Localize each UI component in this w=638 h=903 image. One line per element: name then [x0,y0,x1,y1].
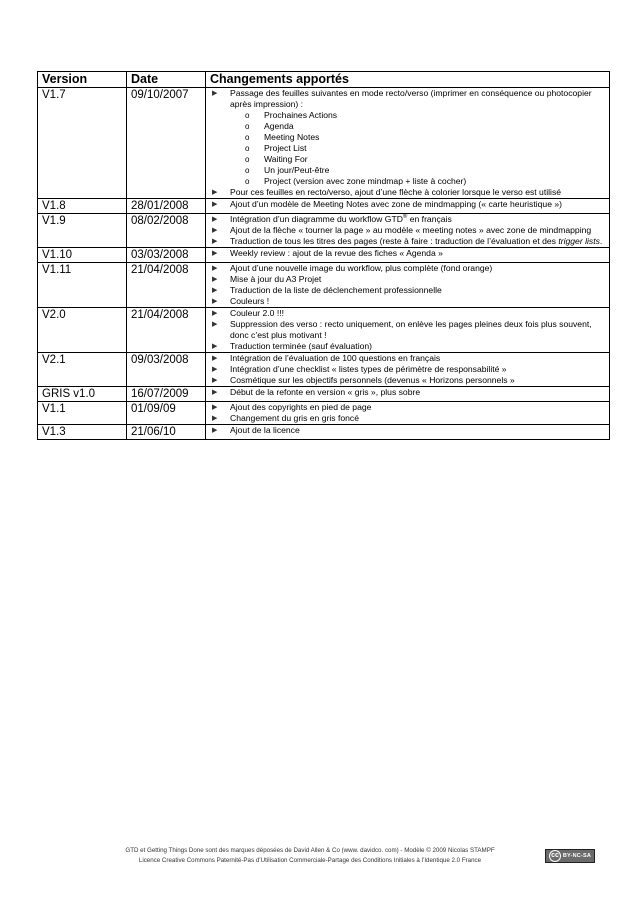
list-item [210,375,609,386]
arrowhead-right-icon: ▶ [212,366,218,373]
changes-list [210,214,609,247]
list-item [210,88,609,187]
changes-list [210,425,609,436]
list-item [210,248,609,259]
registered-mark: ® [402,214,408,221]
changes-cell [206,402,610,425]
changes-cell [206,248,610,263]
version-cell: V1.3 [38,425,127,440]
list-item [210,425,609,436]
sub-list-item [230,132,609,143]
list-item [210,199,609,210]
version-cell: V2.1 [38,353,127,387]
change-text: Traduction de tous les titres des pages (reste à faire : traduction de l’évaluation et des [230,236,559,246]
date-cell: 21/04/2008 [127,308,206,353]
sub-item-text: Meeting Notes [264,132,320,142]
changes-cell [206,308,610,353]
sub-item-text: Project List [264,143,307,153]
version-cell: V1.8 [38,199,127,214]
changes-list [210,199,609,210]
change-text: Pour ces feuilles en recto/verso, ajout d’une flèche à colorier lorsque le verso est utilisé [230,187,562,197]
date-cell: 28/01/2008 [127,199,206,214]
date-cell: 08/02/2008 [127,214,206,248]
arrowhead-right-icon: ▶ [212,310,218,317]
change-text: Ajout des copyrights en pied de page [230,402,372,412]
version-cell: V2.0 [38,308,127,353]
change-text: Ajout d’une nouvelle image du workflow, plus complète (fond orange) [230,263,493,273]
change-text: Traduction terminée (sauf évaluation) [230,341,373,351]
sub-list-item [230,154,609,165]
header-version: Version [38,72,127,88]
changes-list [210,402,609,424]
sub-list-item [230,176,609,187]
table-row [38,425,610,440]
table-row [38,263,610,308]
footer-copyright: GTD et Getting Things Done sont des marques déposées de David Allen & Co (www. davidco. com) - Modèle © 2009 Nicolas STAMPF [125,847,495,854]
changes-list [210,88,609,198]
page-footer [100,846,520,866]
arrowhead-right-icon: ▶ [212,287,218,294]
circle-outline-icon: o [245,155,250,164]
circle-outline-icon: o [245,122,250,131]
arrowhead-right-icon: ▶ [212,227,218,234]
circle-outline-icon: o [245,144,250,153]
change-text: Suppression des verso : recto uniquement, on enlève les pages pleines deux fois plus souvent, donc c’est plus motivant ! [230,319,592,340]
change-text: en français [407,214,452,224]
date-cell: 21/04/2008 [127,263,206,308]
sub-list-item [230,143,609,154]
change-text: Ajout de la flèche « tourner la page » au modèle « meeting notes » avec zone de mindmapping [230,225,592,235]
list-item [210,187,609,198]
header-date: Date [127,72,206,88]
creative-commons-badge [545,849,595,863]
list-item [210,387,609,398]
arrowhead-right-icon: ▶ [212,415,218,422]
date-cell: 21/06/10 [127,425,206,440]
sub-item-text: Un jour/Peut-être [264,165,330,175]
changes-cell [206,88,610,199]
changes-list [210,387,609,398]
arrowhead-right-icon: ▶ [212,189,218,196]
table-row [38,308,610,353]
version-cell: V1.10 [38,248,127,263]
sub-item-text: Prochaines Actions [264,110,338,120]
arrowhead-right-icon: ▶ [212,238,218,245]
version-cell: V1.11 [38,263,127,308]
changes-cell [206,425,610,440]
changelog-body [38,88,610,440]
header-changes: Changements apportés [206,72,610,88]
changes-list [210,308,609,352]
sub-item-text: Waiting For [264,154,308,164]
changes-cell [206,199,610,214]
change-text: Cosmétique sur les objectifs personnels (devenus « Horizons personnels » [230,375,515,385]
list-item [210,364,609,375]
list-item [210,402,609,413]
circle-outline-icon: o [245,177,250,186]
arrowhead-right-icon: ▶ [212,265,218,272]
version-cell: V1.7 [38,88,127,199]
changes-list [210,353,609,386]
list-item [210,236,609,247]
version-cell: GRIS v1.0 [38,387,127,402]
list-item [210,285,609,296]
table-row [38,88,610,199]
change-text: Weekly review : ajout de la revue des fiches « Agenda » [230,248,443,258]
list-item [210,274,609,285]
change-text: Début de la refonte en version « gris », plus sobre [230,387,421,397]
arrowhead-right-icon: ▶ [212,427,218,434]
change-text: . [599,236,603,246]
arrowhead-right-icon: ▶ [212,355,218,362]
arrowhead-right-icon: ▶ [212,404,218,411]
table-row [38,248,610,263]
list-item [210,341,609,352]
changes-cell [206,263,610,308]
table-row [38,402,610,425]
sub-item-text: Project (version avec zone mindmap + liste à cocher) [264,176,467,186]
change-text: Mise à jour du A3 Projet [230,274,322,284]
circle-outline-icon: o [245,166,250,175]
change-text: Changement du gris en gris foncé [230,413,359,423]
circle-outline-icon: o [245,111,250,120]
arrowhead-right-icon: ▶ [212,90,218,97]
change-text-italic: trigger lists [558,236,600,246]
arrowhead-right-icon: ▶ [212,298,218,305]
changes-cell [206,214,610,248]
changelog-table [37,71,610,440]
arrowhead-right-icon: ▶ [212,276,218,283]
change-text: Ajout de la licence [230,425,300,435]
list-item [210,319,609,341]
list-item [210,413,609,424]
list-item [210,263,609,274]
change-text: Couleur 2.0 !!! [230,308,284,318]
list-item [210,225,609,236]
change-text: Couleurs ! [230,296,270,306]
cc-terms: BY-NC-SA [562,853,591,859]
sub-item-text: Agenda [264,121,294,131]
version-cell: V1.9 [38,214,127,248]
arrowhead-right-icon: ▶ [212,389,218,396]
arrowhead-right-icon: ▶ [212,250,218,257]
list-item [210,353,609,364]
date-cell: 01/09/09 [127,402,206,425]
version-cell: V1.1 [38,402,127,425]
change-text: Intégration de l’évaluation de 100 questions en français [230,353,441,363]
sub-list [230,110,609,187]
footer-license: Licence Creative Commons Paternité-Pas d’Utilisation Commerciale-Partage des Conditions Initiales à l’Identique 2.0 France [138,857,482,864]
sub-list-item [230,121,609,132]
table-row [38,199,610,214]
changes-cell [206,353,610,387]
sub-list-item [230,110,609,121]
arrowhead-right-icon: ▶ [212,343,218,350]
table-row [38,353,610,387]
circle-outline-icon: o [245,133,250,142]
change-text: Traduction de la liste de déclenchement professionnelle [230,285,442,295]
list-item [210,214,609,225]
list-item [210,308,609,319]
arrowhead-right-icon: ▶ [212,321,218,328]
change-text: Intégration d’un diagramme du workflow GTD [230,214,403,224]
changes-list [210,263,609,307]
change-text: Passage des feuilles suivantes en mode recto/verso (imprimer en conséquence ou photocopier après impression) : [230,88,592,109]
header-row [38,72,610,88]
date-cell: 16/07/2009 [127,387,206,402]
change-text: Ajout d’un modèle de Meeting Notes avec zone de mindmapping (« carte heuristique ») [230,199,563,209]
date-cell: 09/10/2007 [127,88,206,199]
changes-cell [206,387,610,402]
arrowhead-right-icon: ▶ [212,216,218,223]
list-item [210,296,609,307]
arrowhead-right-icon: ▶ [212,377,218,384]
table-row [38,387,610,402]
arrowhead-right-icon: ▶ [212,201,218,208]
table-row [38,214,610,248]
cc-logo-icon: cc [549,850,561,862]
changes-list [210,248,609,259]
date-cell: 09/03/2008 [127,353,206,387]
date-cell: 03/03/2008 [127,248,206,263]
change-text: Intégration d’une checklist « listes types de périmètre de responsabilité » [230,364,507,374]
sub-list-item [230,165,609,176]
